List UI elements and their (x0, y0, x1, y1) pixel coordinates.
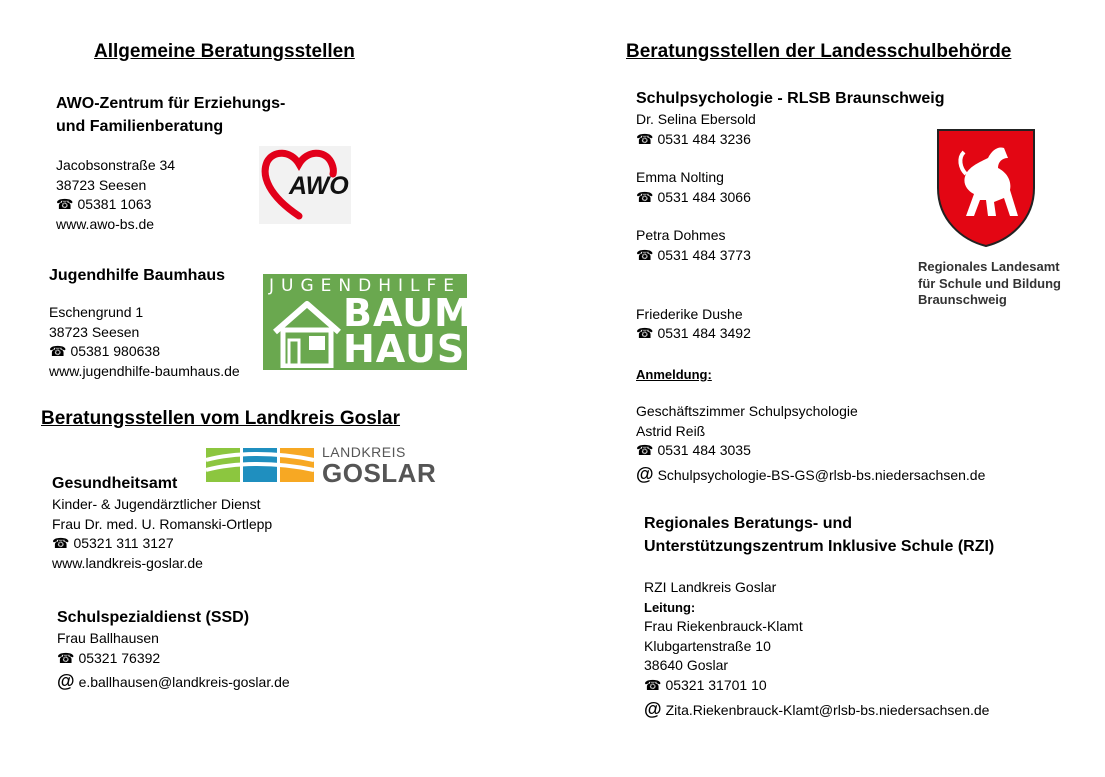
goslar-logo-small: LANDKREIS (322, 444, 406, 460)
baumhaus-street: Eschengrund 1 (49, 304, 144, 320)
ssd-email-row (57, 672, 290, 693)
rlsb-person-3: Petra Dohmes (636, 227, 726, 244)
awo-phone-row (56, 195, 285, 215)
heading-general: Allgemeine Beratungsstellen (94, 41, 355, 62)
baumhaus-phone-row (49, 342, 240, 362)
rlsb-logo-line2: für Schule und Bildung (918, 275, 1061, 291)
phone-icon: ☎ (56, 196, 74, 213)
phone-icon: ☎ (57, 649, 75, 666)
rlsb-phone-3: 0531 484 3773 (657, 246, 751, 263)
gesundheitsamt-phone: 05321 311 3127 (73, 535, 174, 552)
ssd-name: Schulspezialdienst (SSD) (57, 609, 250, 626)
rlsb-phone-2: 0531 484 3066 (657, 188, 751, 205)
goslar-logo-big: GOSLAR (322, 458, 437, 488)
rzi-name-line1: Regionales Beratungs- und (644, 515, 853, 532)
rzi-block (644, 512, 994, 720)
phone-icon: ☎ (636, 325, 654, 342)
awo-phone: 05381 1063 (77, 196, 152, 213)
gesundheitsamt-dept: Kinder- & Jugendärztlicher Dienst (52, 496, 261, 512)
phone-icon: ☎ (636, 246, 654, 263)
baumhaus-block (49, 264, 240, 381)
anmeldung-block (636, 402, 985, 485)
rzi-city: 38640 Goslar (644, 657, 729, 674)
at-icon: @ (57, 671, 75, 692)
rzi-contact: Frau Riekenbrauck-Klamt (644, 618, 803, 635)
awo-name-line2: und Familienberatung (56, 118, 224, 135)
rlsb-phone-4: 0531 484 3492 (657, 325, 751, 342)
rzi-phone: 05321 31701 10 (665, 676, 767, 693)
baumhaus-city: 38723 Seesen (49, 323, 140, 340)
rzi-email-link[interactable]: Zita.Riekenbrauck-Klamt@rlsb-bs.niedersachsen.de (665, 701, 990, 718)
awo-block (56, 92, 285, 234)
anmeldung-phone-row (636, 441, 985, 461)
ssd-phone-row (57, 649, 290, 669)
rlsb-phone-row-3 (636, 246, 945, 266)
awo-logo-text: AWO (289, 172, 349, 200)
baumhaus-name: Jugendhilfe Baumhaus (49, 267, 226, 284)
phone-icon: ☎ (49, 343, 67, 360)
awo-web-link[interactable]: www.awo-bs.de (56, 215, 155, 232)
ssd-contact: Frau Ballhausen (57, 630, 159, 646)
rlsb-person-4: Friederike Dushe (636, 305, 743, 322)
awo-name-line1: AWO-Zentrum für Erziehungs- (56, 95, 286, 112)
gesundheitsamt-contact: Frau Dr. med. U. Romanski-Ortlepp (52, 515, 273, 532)
anmeldung-contact: Astrid Reiß (636, 422, 706, 439)
rlsb-person-1: Dr. Selina Ebersold (636, 111, 756, 127)
rlsb-block (636, 87, 945, 344)
rzi-name-line2: Unterstützungszentrum Inklusive Schule (RZI) (644, 538, 995, 555)
rlsb-logo-line1: Regionales Landesamt (918, 259, 1060, 274)
rzi-lead-label: Leitung: (644, 599, 696, 615)
anmeldung-label: Anmeldung: (636, 367, 712, 382)
gesundheitsamt-name: Gesundheitsamt (52, 475, 178, 492)
rlsb-logo-line3: Braunschweig (918, 292, 1007, 307)
awo-logo (259, 146, 351, 224)
phone-icon: ☎ (52, 535, 70, 552)
horse-shield-icon (936, 128, 1036, 248)
anmeldung-email-row (636, 465, 985, 486)
baumhaus-logo-line1: BAUM (343, 291, 473, 335)
rzi-phone-row (644, 676, 994, 696)
gesundheitsamt-web-link[interactable]: www.landkreis-goslar.de (52, 554, 203, 571)
anmeldung-phone: 0531 484 3035 (657, 442, 751, 459)
ssd-phone: 05321 76392 (78, 649, 161, 666)
baumhaus-logo-line2: HAUS (343, 327, 466, 371)
heading-landesschulbehoerde: Beratungsstellen der Landesschulbehörde (626, 41, 1012, 62)
rzi-street: Klubgartenstraße 10 (644, 637, 771, 654)
phone-icon: ☎ (644, 676, 662, 693)
anmeldung-office: Geschäftszimmer Schulpsychologie (636, 403, 858, 419)
baumhaus-phone: 05381 980638 (70, 343, 160, 360)
gesundheitsamt-phone-row (52, 534, 272, 554)
phone-icon: ☎ (636, 130, 654, 147)
ssd-email-link[interactable]: e.ballhausen@landkreis-goslar.de (78, 674, 290, 691)
ssd-block (57, 606, 290, 693)
rlsb-phone-row-1 (636, 130, 945, 150)
gesundheitsamt-block (52, 472, 272, 573)
awo-city: 38723 Seesen (56, 176, 147, 193)
rlsb-phone-row-4 (636, 324, 945, 344)
rlsb-phone-1: 0531 484 3236 (657, 130, 751, 147)
rzi-org: RZI Landkreis Goslar (644, 579, 777, 595)
baumhaus-logo-top: JUGENDHILFE (269, 276, 461, 296)
anmeldung-email-link[interactable]: Schulpsychologie-BS-GS@rlsb-bs.niedersachsen.de (657, 466, 986, 483)
phone-icon: ☎ (636, 442, 654, 459)
rlsb-person-2: Emma Nolting (636, 169, 724, 186)
at-icon: @ (644, 698, 662, 719)
house-icon (271, 298, 343, 368)
rlsb-name: Schulpsychologie - RLSB Braunschweig (636, 90, 945, 107)
rlsb-phone-row-2 (636, 188, 945, 208)
heading-goslar: Beratungsstellen vom Landkreis Goslar (41, 408, 401, 429)
awo-street: Jacobsonstraße 34 (56, 157, 176, 173)
baumhaus-web-link[interactable]: www.jugendhilfe-baumhaus.de (49, 362, 240, 379)
niedersachsen-coat-of-arms (918, 128, 1078, 248)
rlsb-logo-text (918, 259, 1061, 309)
rzi-email-row (644, 700, 994, 721)
baumhaus-logo (263, 274, 473, 371)
at-icon: @ (636, 463, 654, 484)
phone-icon: ☎ (636, 188, 654, 205)
